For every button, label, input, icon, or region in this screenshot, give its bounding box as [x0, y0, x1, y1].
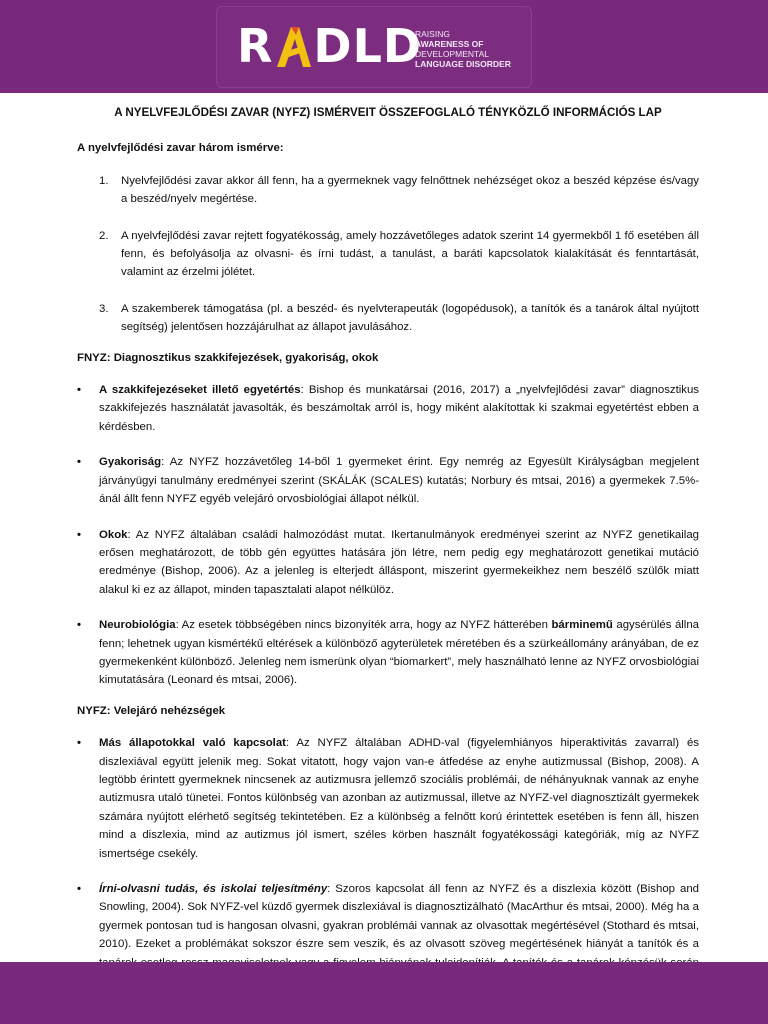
item-text: : Az NYFZ általában családi halmozódást mutat. Ikertanulmányok eredményei szerint az NYFZ genetikailag erősen meghatározott, de több gén együttes hatására jön létre, nem pedig egy meghatározott genetikai mutáció eredménye (Bishop, 2006). Az a jelenleg is elterjedt álláspont, miszerint gyermekeikhez nem beszélő szülők miatt alakul ki ez az állapot, minden tapasztalati alapot nélkülöz.	[99, 528, 699, 596]
item-text: : Bishop és munkatársai (2016, 2017) a „nyelvfejlődési zavar” diagnosztikus szakkifejezés használatát javasolták, és beszámoltak arról is, hogy miként alakítottak ki szakmai egyetértést ebben a kérdésben.	[99, 384, 700, 433]
list-item	[77, 734, 699, 863]
list-item	[77, 381, 699, 436]
bullet: •	[77, 883, 81, 895]
item-text: : Az NYFZ hozzávetőleg 14-ből 1 gyermeket érint. Egy nemrég az Egyesült Királyságban megjelent járványügyi tanulmány eredményei szerint (SKÁLÁK (SCALES) kutatás; Norbury és mtsai, 2016) a gyermekek 7.5%-ánál állt fenn NYFZ egyéb velejáró orvosbiológiai állapot nélkül.	[99, 456, 699, 506]
item-number: 1.	[99, 174, 109, 187]
item-text: agysérülés állna fenn; lehetnek ugyan kismértékű eltérések a különböző agyterületek méretében és a szürkeállomány arányában, de ez gyermekenként különböző. Jelenleg nem ismerünk olyan “biomarkert”, mely használható lenne az NYFZ orvosbiológiai kimutatására (Leonard és mtsai, 2006).	[99, 619, 700, 687]
list-item	[77, 300, 699, 337]
tagline-line: LANGUAGE DISORDER	[415, 59, 511, 69]
item-number: 2.	[99, 229, 109, 242]
radld-logo	[216, 6, 532, 88]
diagnostics-list	[77, 381, 699, 690]
item-label: Neurobiológia	[99, 619, 176, 632]
logo-wordmark: R DLD	[237, 19, 423, 73]
item-text: : Szoros kapcsolat áll fenn az NYFZ és a diszlexia között (Bishop and Snowling, 2004). Sok NYFZ-vel küzdő gyermek diszlexiával is diagnosztizálható (MacArthur és mtsai, 2000). Még ha a gyermek pontosan tud is hangosan olvasni, gyakran problémái vannak az olvasottak megértésével (Stothard és mtsai, 2010). Ezeket a problémákat sokszor észre sem veszik, és az olvasott szöveg megértésének hiányát a tanítók és a	[99, 883, 699, 951]
item-label: Gyakoriság	[99, 456, 162, 469]
section-heading-diagnostics: FNYZ: Diagnosztikus szakkifejezések, gyakoriság, okok	[77, 351, 379, 364]
item-label: Írni-olvasni tudás, és iskolai teljesítmény	[99, 883, 328, 895]
item-text: Nyelvfejlődési zavar akkor áll fenn, ha a gyermeknek vagy felnőttnek nehézséget okoz a beszéd képzése és/vagy a beszéd/nyelv megértése.	[121, 174, 699, 206]
list-item	[77, 616, 699, 690]
bullet: •	[77, 619, 81, 632]
section-heading-difficulties: NYFZ: Velejáró nehézségek	[77, 704, 226, 717]
tagline-line: DEVELOPMENTAL	[415, 49, 490, 59]
bullet: •	[77, 737, 81, 750]
list-item	[77, 172, 699, 209]
bullet: •	[77, 528, 81, 541]
logo-a-icon	[273, 25, 313, 69]
header-banner	[0, 0, 768, 93]
item-text: : Az esetek többségében nincs bizonyíték arra, hogy az NYFZ hátterében	[175, 619, 552, 632]
item-text: : Az NYFZ általában ADHD-val (figyelemhiányos hiperaktivitás zavarral) és diszlexiával együtt jelenik meg. Sokat vitatott, hogy vajon van-e átfedése az enyhe autizmussal (Bishop, 2008). A legtöbb érintett gyermeknek nincsenek az autizmusra jellemző szociális problémái, de néhányuknak vannak az enyhe autizmusra utaló tünetei. Fontos különbség van azonban az autizmussal, illetve az NYFZ-vel diagnosztizált gyermekek számára nyújtott elérhető segítség tekintetében. Ez a különbség a felnőtt korú érintettek esetében is fenn áll, hiszen mind a diszlexia, mind az autizmus jól ismert, széles körben használt fogyatékossági kategóriák, míg az NYFZ ismertsége csekély.	[99, 737, 699, 860]
item-emphasis: bárminemű	[551, 619, 613, 632]
list-item	[77, 227, 699, 282]
item-number: 3.	[99, 302, 109, 315]
item-label: Okok	[99, 528, 128, 541]
section-heading-criteria: A nyelvfejlődési zavar három ismérve:	[77, 142, 284, 155]
bullet: •	[77, 456, 81, 469]
document-body	[77, 104, 699, 1007]
difficulties-list	[77, 734, 699, 990]
item-text: A szakemberek támogatása (pl. a beszéd- és nyelvterapeuták (logopédusok), a tanítók és a tanárok által nyújtott segítség) jelentősen hozzájárulhat az állapot javulásához.	[121, 302, 699, 334]
list-item	[77, 526, 699, 600]
criteria-list	[77, 172, 699, 337]
item-text: A nyelvfejlődési zavar rejtett fogyatékosság, amely hozzávetőleges adatok szerint 14 gyermekből 1 fő esetében áll fenn, és befolyásolja az olvasni- és írni tudást, a tanulást, a baráti kapcsolatok kialakítását és fenntartását, valamint az érzelmi jólétet.	[121, 229, 699, 279]
logo-tagline	[415, 29, 511, 69]
footer-banner	[0, 962, 768, 1024]
list-item	[77, 453, 699, 508]
tagline-line: AWARENESS OF	[415, 39, 484, 49]
tagline-line: RAISING	[415, 29, 450, 39]
item-label: A szakkifejezéseket illető egyetértés	[99, 384, 301, 397]
item-label: Más állapotokkal való kapcsolat	[99, 737, 286, 750]
page-title: A NYELVFEJLŐDÉSI ZAVAR (NYFZ) ISMÉRVEIT ÖSSZEFOGLALÓ TÉNYKÖZLŐ INFORMÁCIÓS LAP	[114, 106, 662, 119]
bullet: •	[77, 384, 81, 397]
